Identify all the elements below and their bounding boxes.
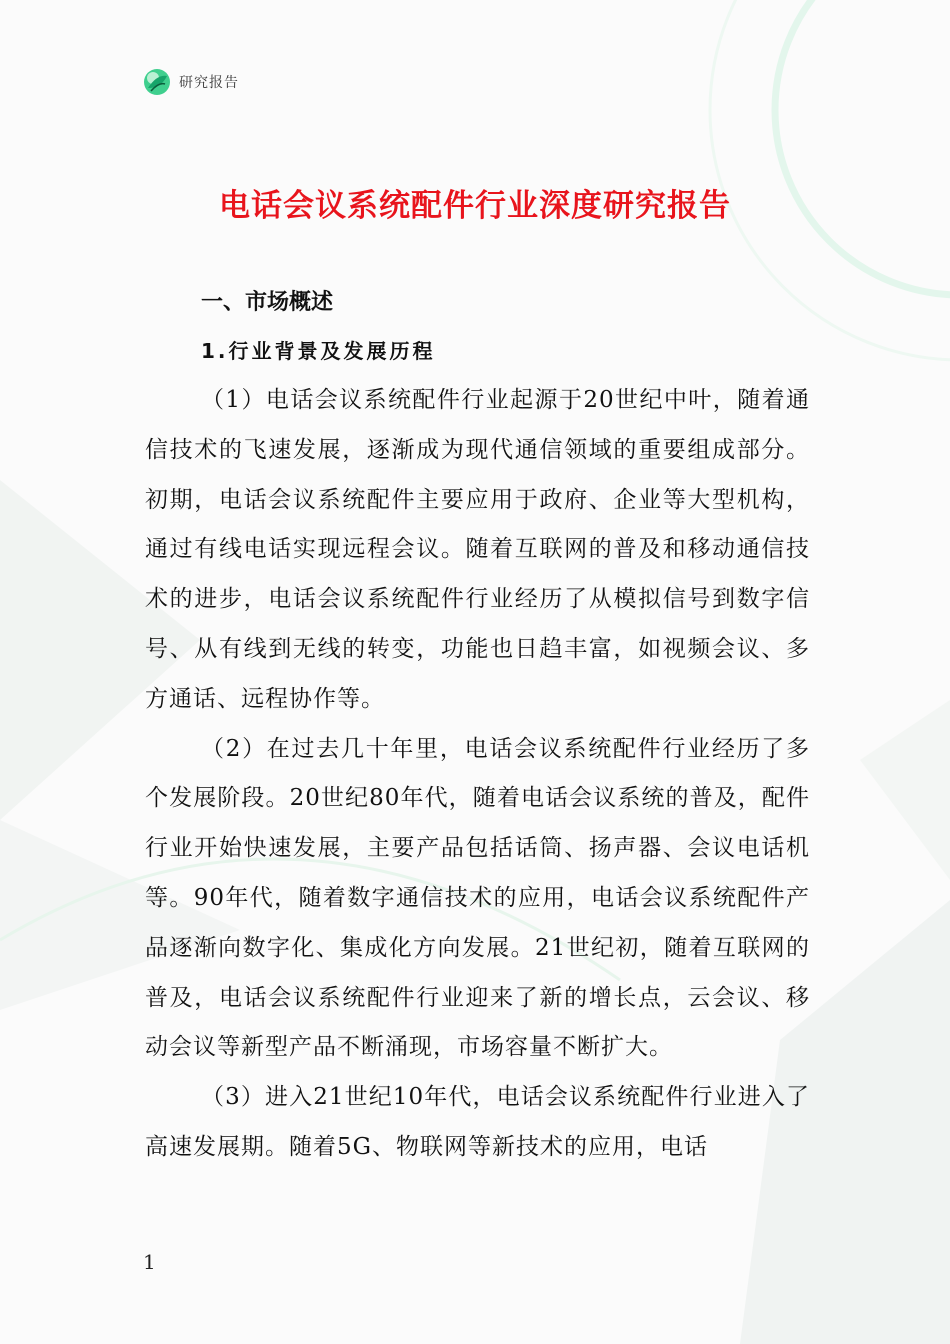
document-title: 电话会议系统配件行业深度研究报告 [219,188,731,224]
paragraph-3: （3）进入21世纪10年代，电话会议系统配件行业进入了高速发展期。随着5G、物联网等新技术的应用，电话 [145,1084,810,1160]
page-number: 1 [143,1250,156,1274]
subsection-heading: 1.行业背景及发展历程 [201,339,436,363]
document-header [143,66,239,98]
paragraph-2: （2）在过去几十年里，电话会议系统配件行业经历了多个发展阶段。20世纪80年代，随着电话会议系统的普及，配件行业开始快速发展，主要产品包括话筒、扬声器、会议电话机等。90年代，随着数字通信技术的应用，电话会议系统配件产品逐渐向数字化、集成化方向发展。21世纪初，随着互联网的普及，电话会议系统配件行业迎来了新的增长点，云会议、移动会议等新型产品不断涌现，市场容量不断扩大。 [145,735,810,1061]
section-heading: 一、市场概述 [201,290,334,315]
green-leaf-logo-icon [143,68,171,96]
header-label: 研究报告 [179,75,239,91]
paragraph-1: （1）电话会议系统配件行业起源于20世纪中叶，随着通信技术的飞速发展，逐渐成为现代通信领域的重要组成部分。初期，电话会议系统配件主要应用于政府、企业等大型机构，通过有线电话实现远程会议。随着互联网的普及和移动通信技术的进步，电话会议系统配件行业经历了从模拟信号到数字信号、从有线到无线的转变，功能也日趋丰富，如视频会议、多方通话、远程协作等。 [145,387,810,712]
document-body [145,280,810,1173]
